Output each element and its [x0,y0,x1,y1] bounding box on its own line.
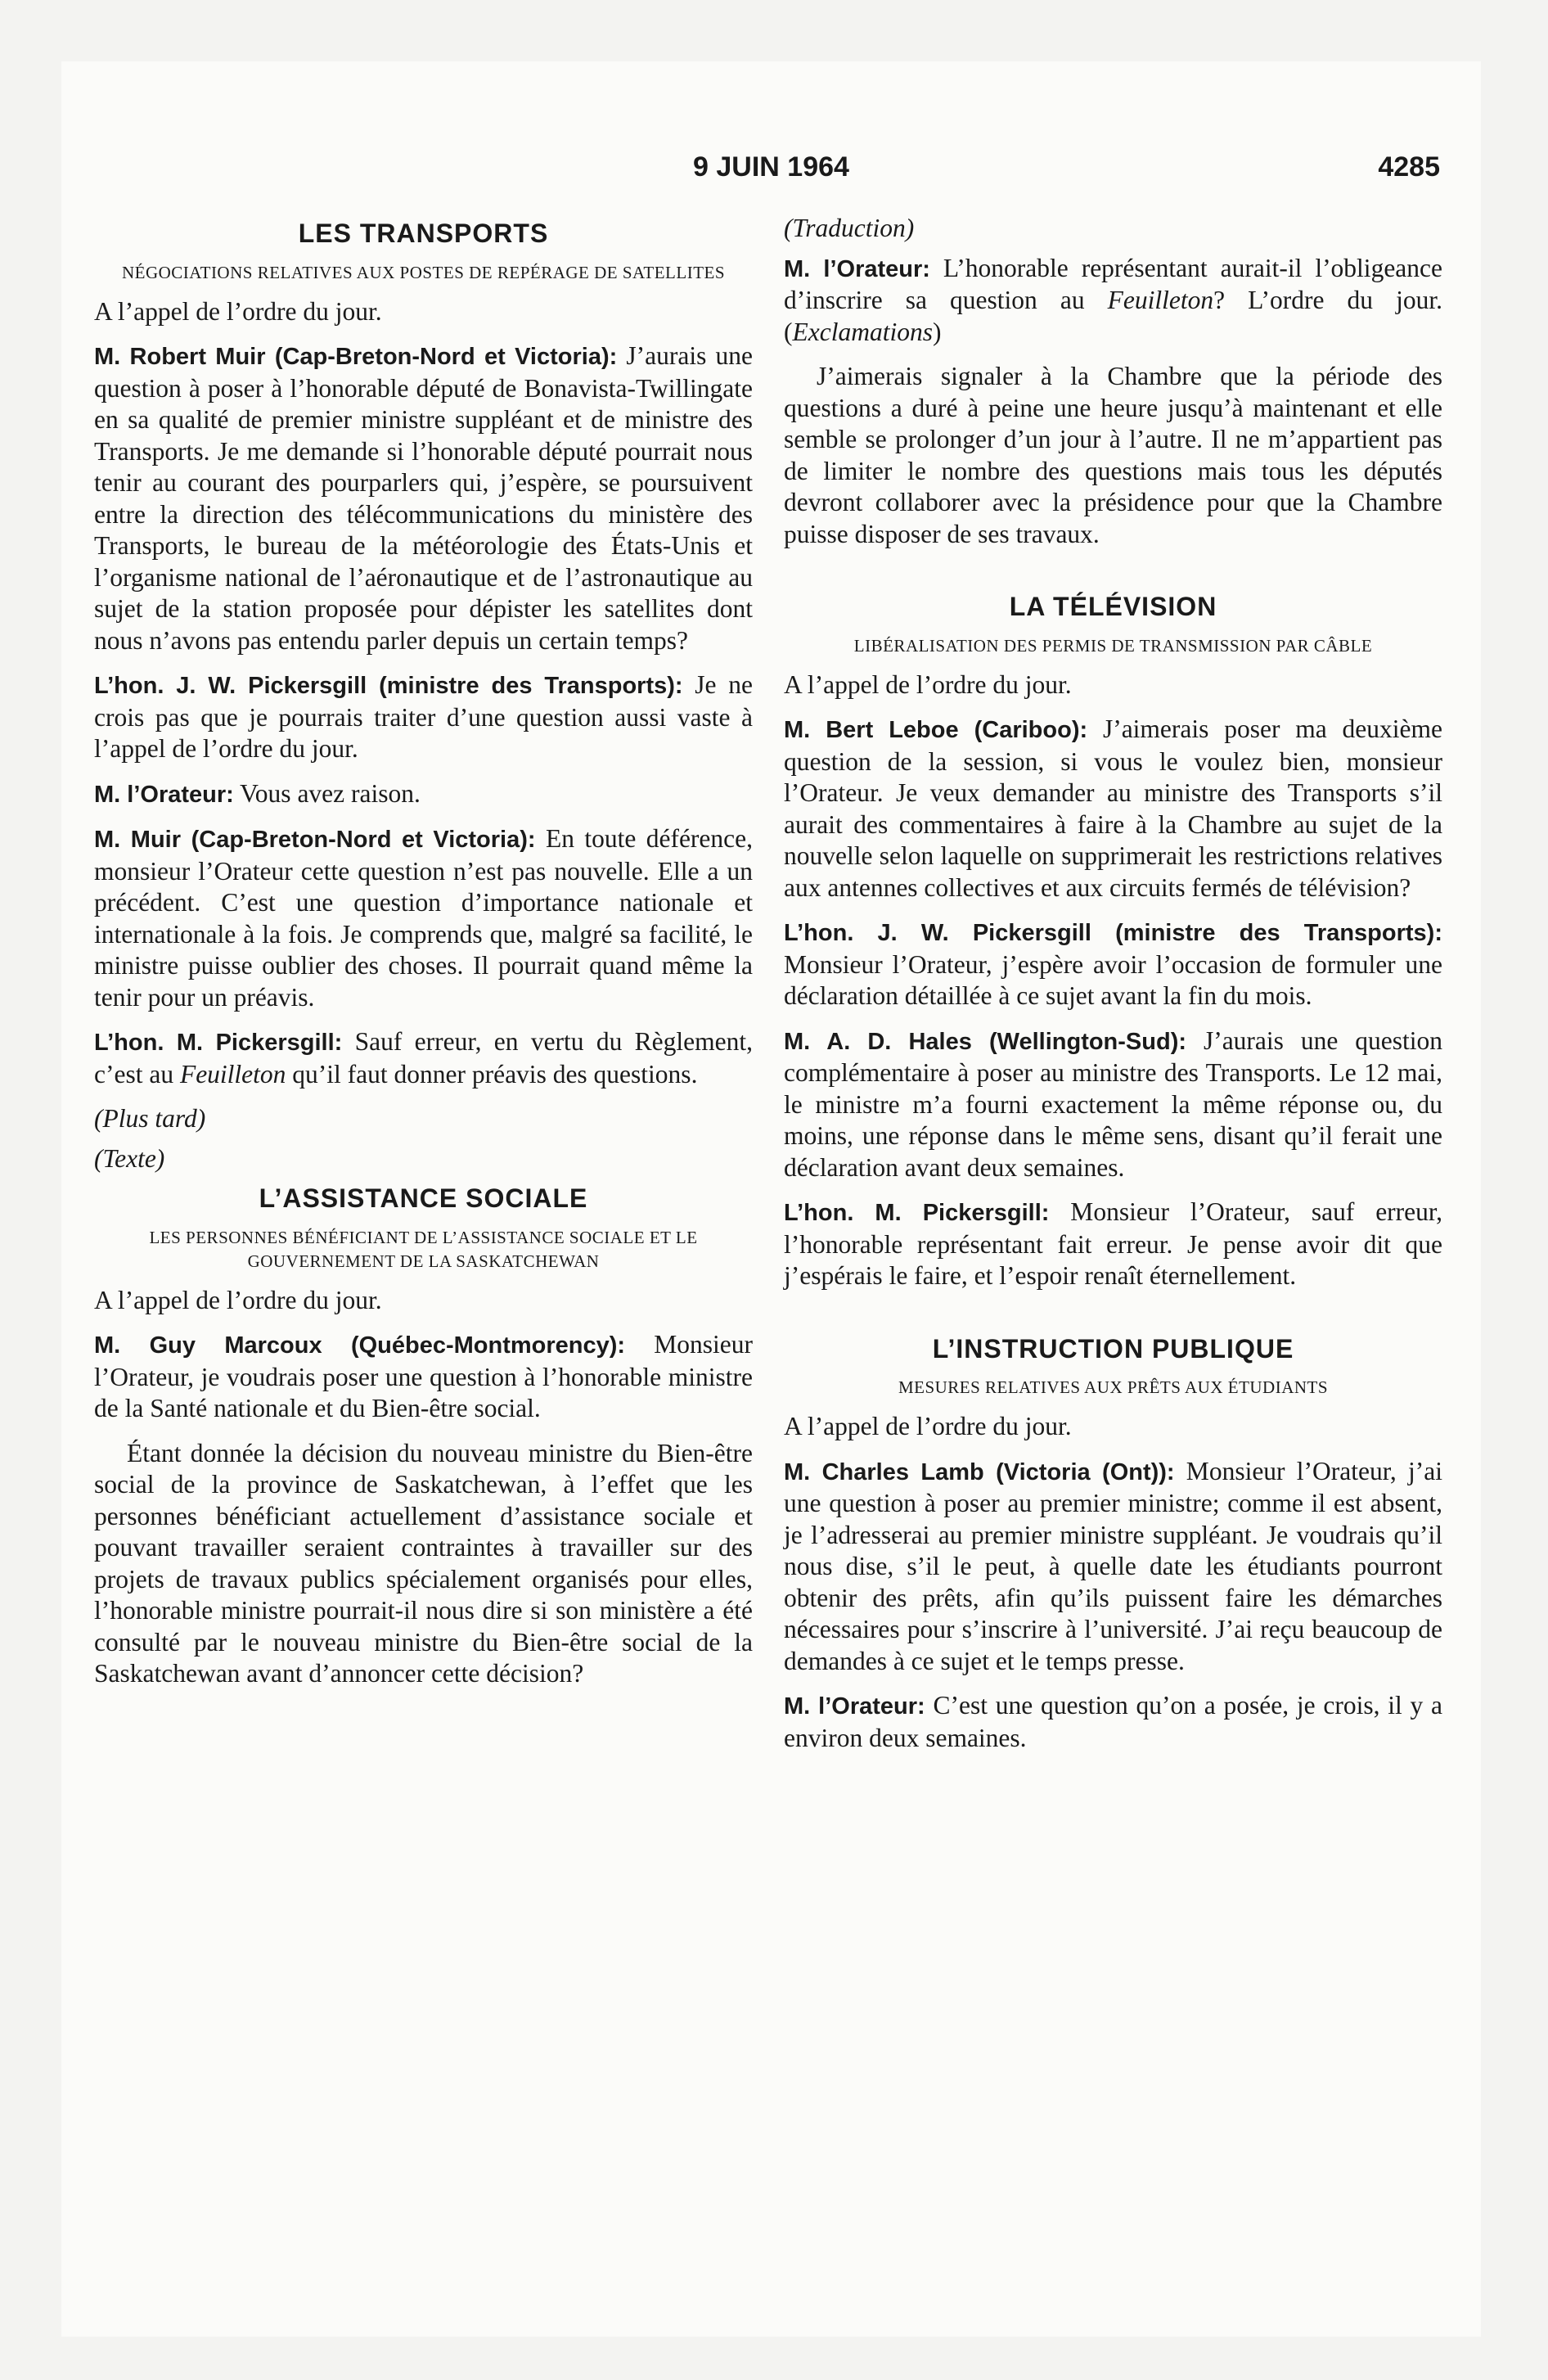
paragraph: M. l’Orateur: L’honorable représentant aurait-il l’obligeance d’inscrire sa question au Feuilleton? L’ordre du jour. (Exclamations) [784,253,1442,346]
page-date: 9 JUIN 1964 [693,151,849,183]
page-number: 4285 [1378,151,1440,183]
right-column [784,213,1442,1767]
page-header [61,151,1481,192]
paragraph: L’hon. M. Pickersgill: Sauf erreur, en vertu du Règlement, c’est au Feuilleton qu’il faut donner préavis des questions. [94,1027,753,1089]
speaker: L’hon. M. Pickersgill: [94,1030,343,1056]
section-subtitle: LIBÉRALISATION DES PERMIS DE TRANSMISSION PAR CÂBLE [853,635,1373,656]
procedural-note: (Texte) [94,1143,165,1173]
section-title: L’ASSISTANCE SOCIALE [259,1183,588,1213]
speaker: L’hon. J. W. Pickersgill (ministre des Transports): [94,673,683,699]
speaker: L’hon. M. Pickersgill: [784,1200,1050,1226]
speaker: M. l’Orateur: [94,781,234,808]
paragraph: L’hon. M. Pickersgill: Monsieur l’Orateur, sauf erreur, l’honorable représentant fait erreur. Je pense avoir dit que j’espérais le faire, et l’espoir renaît éternellement. [784,1197,1442,1290]
paragraph: A l’appel de l’ordre du jour. [94,296,382,326]
paragraph: M. A. D. Hales (Wellington-Sud): J’aurais une question complémentaire à poser au ministre des Transports. Le 12 mai, le ministre m’a fourni exactement la même réponse ou, du moins, une réponse dans le même sens, disant qu’il ferait une déclaration avant deux semaines. [784,1025,1442,1182]
speaker: M. Charles Lamb (Victoria (Ont)): [784,1458,1175,1485]
section-subtitle: MESURES RELATIVES AUX PRÊTS AUX ÉTUDIANTS [898,1377,1329,1397]
speaker: M. Muir (Cap-Breton-Nord et Victoria): [94,827,536,853]
speaker: M. l’Orateur: [784,1693,925,1720]
section-title: LES TRANSPORTS [298,219,549,248]
section-title: L’INSTRUCTION PUBLIQUE [932,1333,1294,1364]
section-title: LA TÉLÉVISION [1009,592,1217,621]
paragraph: A l’appel de l’ordre du jour. [784,1412,1072,1440]
speaker: M. l’Orateur: [784,255,930,282]
paragraph: L’hon. J. W. Pickersgill (ministre des Transports): Je ne crois pas que je pourrais traiter d’une question aussi vaste à l’appel de l’ordre du jour. [94,670,753,763]
paragraph: A l’appel de l’ordre du jour. [94,1285,382,1314]
speaker: M. Guy Marcoux (Québec-Montmorency): [94,1332,626,1359]
speaker: M. Robert Muir (Cap-Breton-Nord et Victoria): [94,344,618,370]
paragraph: A l’appel de l’ordre du jour. [784,669,1072,699]
procedural-note: (Traduction) [784,214,915,242]
paragraph: L’hon. J. W. Pickersgill (ministre des Transports): Monsieur l’Orateur, j’espère avoir l’occasion de formuler une déclaration détaillée à ce sujet avant la fin du mois. [784,920,1442,1010]
paragraph: Étant donnée la décision du nouveau ministre du Bien-être social de la province de Saskatchewan, à l’effet que les personnes bénéficiant actuellement d’assistance sociale et pouvant travailler seraient contraintes à travailler sur des projets de travaux publics spécialement organisés pour elles, l’honorable ministre pourrait-il nous dire si son ministère a été consulté par le nouveau ministre du Bien-être social de la Saskatchewan avant d’annoncer cette décision? [94,1438,753,1688]
paragraph: M. Guy Marcoux (Québec-Montmorency): Monsieur l’Orateur, je voudrais poser une question à l’honorable ministre de la Santé nationale et du Bien-être social. [94,1330,753,1422]
paragraph: M. Charles Lamb (Victoria (Ont)): Monsieur l’Orateur, j’ai une question à poser au premier ministre; comme il est absent, je l’adresserai au premier ministre suppléant. Je voudrais qu’il nous dise, s’il le peut, à quelle date les étudiants pourront obtenir des prêts, afin qu’ils puissent faire les démarches nécessaires pour s’inscrire à l’université. J’ai reçu beaucoup de demandes à ce sujet et le temps presse. [784,1456,1442,1675]
paragraph: J’aimerais signaler à la Chambre que la période des questions a duré à peine une heure jusqu’à maintenant et elle semble se prolonger d’un jour à l’autre. Il ne m’appartient pas de limiter le nombre des questions mais tous les députés devront collaborer avec la présidence pour que la Chambre puisse disposer de ses travaux. [784,362,1442,548]
section-subtitle: NÉGOCIATIONS RELATIVES AUX POSTES DE REPÉRAGE DE SATELLITES [121,262,726,282]
procedural-note: (Plus tard) [94,1104,206,1133]
paragraph: M. Bert Leboe (Cariboo): J’aimerais poser ma deuxième question de la session, si vous le voulez bien, monsieur l’Orateur. Je veux demander au ministre des Transports s’il aurait des commentaires à faire à la Chambre au sujet de la nouvelle selon laquelle on supprimerait les restrictions relatives aux antennes collectives et aux circuits fermés de télévision? [784,714,1442,902]
section-subtitle: LES PERSONNES BÉNÉFICIANT DE L’ASSISTANCE SOCIALE ET LE GOUVERNEMENT DE LA SASKATCHEWAN [149,1227,698,1271]
paragraph: M. Muir (Cap-Breton-Nord et Victoria): En toute déférence, monsieur l’Orateur cette question n’est pas nouvelle. Elle a un précédent. C’est une question d’importance nationale et internationale à la fois. Je comprends que, malgré sa facilité, le ministre puisse oublier des choses. Il pourrait quand même la tenir pour un préavis. [94,824,753,1012]
speaker: L’hon. J. W. Pickersgill (ministre des Transports): [784,920,1442,946]
paragraph: M. Robert Muir (Cap-Breton-Nord et Victoria): J’aurais une question à poser à l’honorable député de Bonavista-Twillingate en sa qualité de premier ministre suppléant et de ministre des Transports. Je me demande si l’honorable député pourrait nous tenir au courant des pourparlers qui, j’espère, se poursuivent entre la direction des télécommunications du ministère des Transports, le bureau de la météorologie des États-Unis et l’organisme national de l’aéronautique et de l’astronautique au sujet de la station proposée pour dépister les satellites dont nous n’avons pas entendu parler depuis un certain temps? [94,341,753,655]
paragraph: M. l’Orateur: C’est une question qu’on a posée, je crois, il y a environ deux semaines. [784,1691,1442,1752]
page [61,61,1481,2337]
paragraph: M. l’Orateur: Vous avez raison. [94,778,421,808]
speaker: M. Bert Leboe (Cariboo): [784,717,1088,743]
speaker: M. A. D. Hales (Wellington-Sud): [784,1028,1187,1055]
left-column [94,213,753,1703]
